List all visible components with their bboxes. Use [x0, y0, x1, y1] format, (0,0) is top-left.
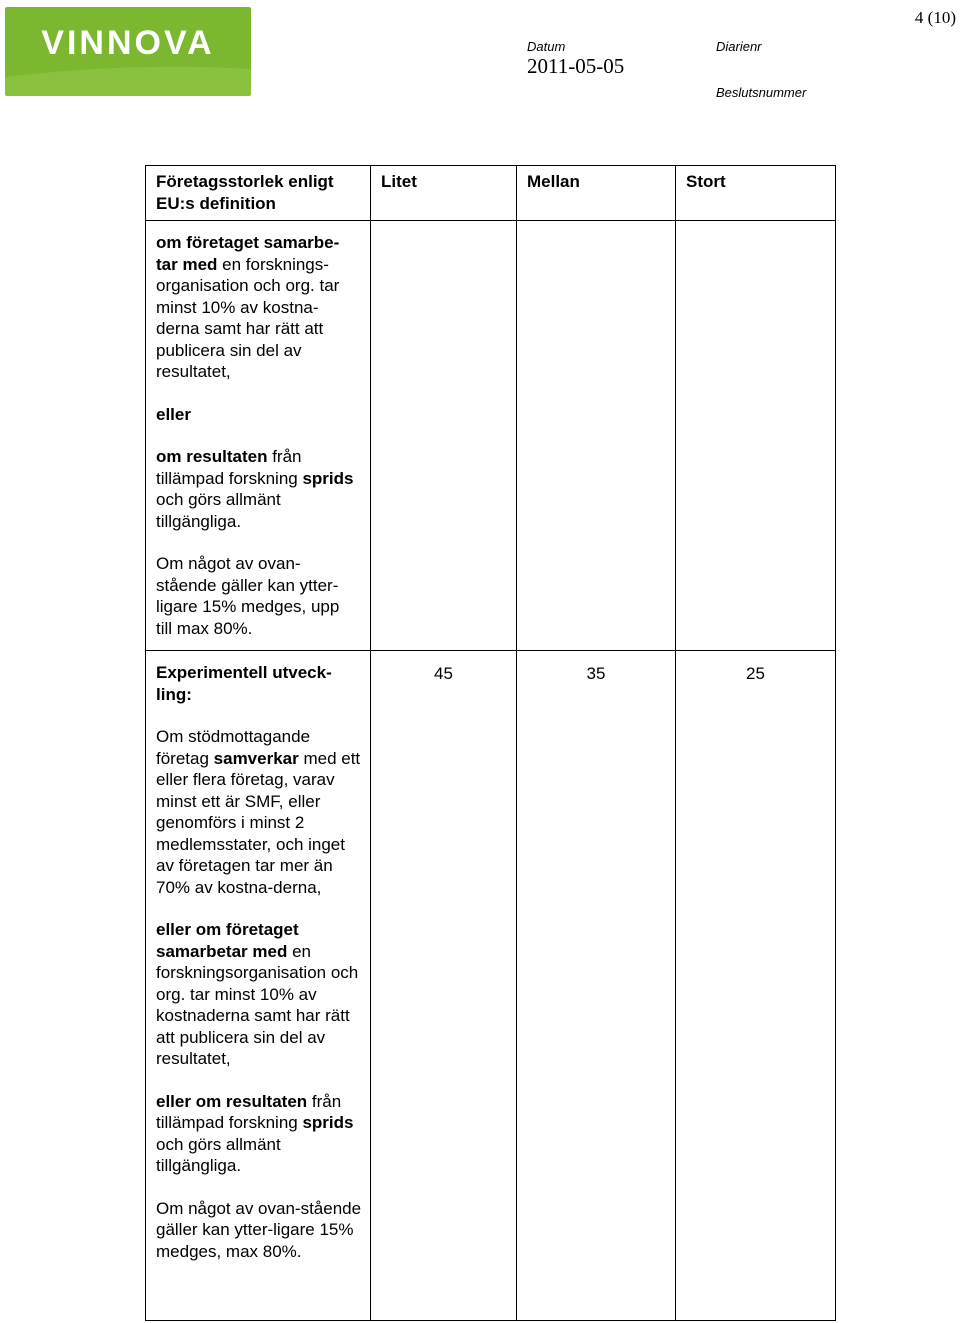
date-value: 2011-05-05: [527, 54, 625, 78]
bold-text: om resultaten: [156, 447, 268, 466]
logo-text: VINNOVA: [41, 24, 215, 62]
row2-paragraph: eller om resultaten från tillämpad forskning sprids och görs allmänt tillgängliga.: [156, 1091, 354, 1175]
bold-text: eller: [156, 404, 191, 424]
row2-paragraph: Om något av ovan-stående gäller kan ytter-ligare 15% medges, max 80%.: [156, 1198, 362, 1261]
header-small: Litet: [371, 166, 517, 221]
row2-paragraph: [156, 662, 364, 705]
row2-large-value: 25: [676, 651, 836, 1321]
bold-text: sprids: [302, 468, 354, 488]
row1-description: [146, 221, 371, 651]
row1-paragraph: om företaget samarbe- tar med en forsknings-organisation och org. tar minst 10% av kostna-derna samt har rätt att publicera sin del av resultatet,: [156, 233, 340, 381]
bold-text: sprids: [302, 1113, 354, 1132]
beslutsnummer-label: Beslutsnummer: [716, 85, 807, 100]
table-row: [146, 651, 836, 1321]
page-number: 4 (10): [914, 8, 956, 27]
vinnova-logo: [5, 7, 251, 96]
bold-text: eller om företaget samarbetar med: [156, 920, 299, 961]
header-company-size: Företagsstorlek enligt EU:s definition: [146, 166, 371, 221]
row1-small: [371, 221, 517, 651]
row1-paragraph: Om något av ovan-stående gäller kan ytter-ligare 15% medges, upp till max 80%.: [156, 554, 340, 638]
row1-medium: [517, 221, 676, 651]
row1-large: [676, 221, 836, 651]
row2-medium-value: 35: [517, 651, 676, 1321]
header-medium: Mellan: [517, 166, 676, 221]
bold-text: om företaget samarbe-: [156, 233, 340, 252]
header-large: Stort: [676, 166, 836, 221]
row2-paragraph: Om stödmottagande företag samverkar med ett eller flera företag, varav minst ett är SMF, eller genomförs i minst 2 medlemsstater, och inget av företagen tar mer än 70% av kostna-derna,: [156, 727, 361, 897]
bold-text: eller om resultaten: [156, 1091, 308, 1111]
diarienr-label: Diarienr: [716, 39, 762, 54]
table-row: [146, 221, 836, 651]
date-label: Datum: [527, 39, 566, 54]
bold-text: Experimentell utveck-ling:: [156, 663, 332, 704]
bold-text: tar med: [156, 254, 218, 274]
row2-paragraph: eller om företaget samarbetar med en forskningsorganisation och org. tar minst 10% av kostnaderna samt har rätt att publicera sin del av resultatet,: [156, 920, 359, 1068]
row2-small-value: 45: [371, 651, 517, 1321]
table-header-row: [146, 166, 836, 221]
row1-paragraph: om resultaten från tillämpad forskning sprids och görs allmänt tillgängliga.: [156, 447, 354, 531]
row2-description: [146, 651, 371, 1321]
support-level-table: [145, 165, 836, 1321]
bold-text: samverkar: [213, 748, 299, 768]
row1-paragraph: [156, 404, 360, 426]
